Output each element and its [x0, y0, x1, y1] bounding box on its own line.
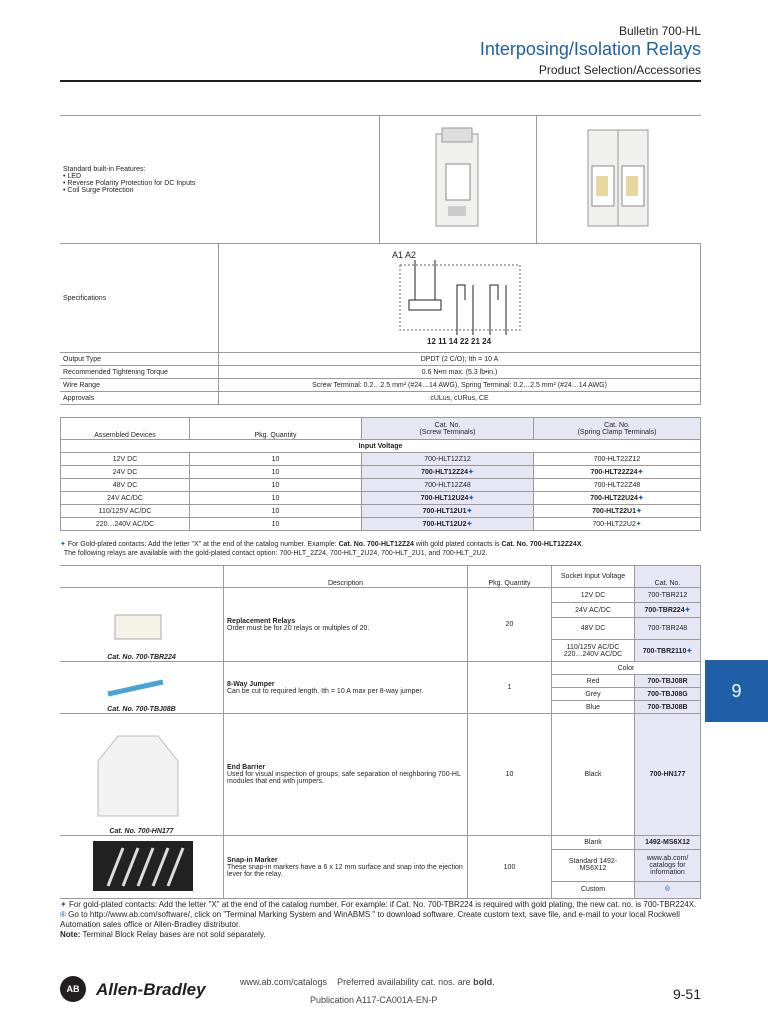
- socket-voltage: 24V AC/DC: [552, 603, 635, 618]
- col-acc-cat: Cat. No.: [635, 566, 701, 588]
- ordering-row: [61, 479, 701, 492]
- spec-label: Recommended Tightening Torque: [60, 366, 219, 379]
- pkg-quantity: 10: [190, 466, 362, 479]
- bulletin-label: Bulletin 700-HL: [618, 24, 701, 38]
- pkg-quantity: 10: [190, 518, 362, 531]
- marker-type: Custom: [552, 881, 635, 898]
- input-voltage-subheader: Input Voltage: [61, 440, 701, 453]
- input-voltage: 12V DC: [61, 453, 190, 466]
- ordering-row: [61, 466, 701, 479]
- gold-plating-note: ✦ For gold-plated contacts: Add the letter "X" at the end of the catalog number. For example: if Cat. No. 700-TBR224 is required with gold plating, the new cat. no. is 700-TBR224X.: [60, 900, 697, 909]
- col-pkg-quantity: Pkg. Quantity: [190, 418, 362, 440]
- relay-pkg: 20: [468, 588, 552, 662]
- spec-value: Screw Terminal: 0.2…2.5 mm² (#24…14 AWG), Spring Terminal: 0.2…2.5 mm² (#24…14 AWG): [219, 379, 701, 392]
- software-note: ® Go to http://www.ab.com/software/, click on "Terminal Marking System and WinABMS " to download software. Create custom text, save file, and e-mail to your local Rockwell Automation sales office or Allen-Bradley distributor.: [60, 910, 680, 929]
- cat-no-spring: 700-HLT22Z48: [534, 479, 701, 492]
- header-rule: [60, 80, 701, 82]
- barrier-color: Black: [552, 714, 635, 836]
- ordering-row: [61, 518, 701, 531]
- relay-cat-no: 700-TBR212: [635, 588, 701, 603]
- col-acc-pkg: Pkg. Quantity: [468, 566, 552, 588]
- relay-cat-no: 700-TBR248: [635, 618, 701, 640]
- cat-no-spring: 700-HLT22U1✦: [534, 505, 701, 518]
- gold-contacts-list: The following relays are available with the gold-plated contact option: 700-HLT_2Z24, 700-HLT_2U24, 700-HLT_2U1, and 700-HLT_2U2.: [63, 550, 488, 557]
- bases-note: Note: Terminal Block Relay bases are not sold separately.: [60, 930, 266, 939]
- page-title: Interposing/Isolation Relays: [479, 39, 701, 59]
- cat-no-screw: 700-HLT12Z12: [362, 453, 534, 466]
- specifications-table: [60, 243, 701, 405]
- allen-bradley-logo-icon: AB: [60, 976, 86, 1002]
- jumper-pkg: 1: [468, 662, 552, 714]
- cat-no-spring: 700-HLT22U2✦: [534, 518, 701, 531]
- ordering-table: [60, 417, 701, 531]
- marker-cat-no: 1492-MS6X12: [635, 836, 701, 850]
- marker-type: Standard 1492- MS6X12: [552, 849, 635, 881]
- features-heading: Standard built-in Features:: [63, 165, 146, 173]
- jumper-color: Blue: [552, 701, 635, 714]
- wiring-diagram-cell: [219, 244, 701, 353]
- spec-label: Approvals: [60, 392, 219, 405]
- marker-pkg: 100: [468, 836, 552, 899]
- pkg-quantity: 10: [190, 492, 362, 505]
- input-voltage: 220…240V AC/DC: [61, 518, 190, 531]
- cat-no-screw: 700-HLT12U2✦: [362, 518, 534, 531]
- page-subtitle: Product Selection/Accessories: [538, 63, 701, 77]
- wiring-diagram: [395, 260, 525, 335]
- jumper-description: 8-Way Jumper Can be cut to required length. Ith = 10 A max per 8-way jumper.: [224, 662, 468, 714]
- col-cat-screw: Cat. No. (Screw Terminals): [362, 418, 534, 440]
- jumper-image-cell: [60, 662, 224, 714]
- relay-caption: Cat. No. 700-TBR224: [107, 654, 176, 661]
- specs-label: Specifications: [60, 244, 219, 353]
- feature-item: • Reverse Polarity Protection for DC Inputs: [63, 179, 196, 187]
- cat-no-spring: 700-HLT22U24✦: [534, 492, 701, 505]
- cat-no-screw: 700-HLT12Z24✦: [362, 466, 534, 479]
- relay-photo-screw: [380, 116, 537, 244]
- socket-voltage: 12V DC: [552, 588, 635, 603]
- cat-no-spring: 700-HLT22Z24✦: [534, 466, 701, 479]
- ordering-row: [61, 492, 701, 505]
- accessories-table: [60, 565, 701, 899]
- col-assembled-devices: Assembled Devices: [61, 418, 190, 440]
- relay-cat-no: 700-TBR2110✦: [635, 640, 701, 662]
- barrier-cat-no: 700-HN177: [635, 714, 701, 836]
- spec-value: cULus, cURus, CE: [219, 392, 701, 405]
- socket-voltage: 48V DC: [552, 618, 635, 640]
- input-voltage: 48V DC: [61, 479, 190, 492]
- replacement-relay-image: [63, 607, 213, 652]
- pkg-quantity: 10: [190, 479, 362, 492]
- features-table: [60, 115, 701, 244]
- socket-voltage: 110/125V AC/DC 220…240V AC/DC: [552, 640, 635, 662]
- snap-in-marker-image: [63, 836, 213, 896]
- marker-type: Blank: [552, 836, 635, 850]
- footer-url: www.ab.com/catalogs Preferred availability cat. nos. are bold.: [240, 977, 495, 987]
- jumper-cat-no: 700-TBJ08G: [635, 688, 701, 701]
- terminal-bottom-labels: 12 11 14 22 21 24: [427, 337, 492, 346]
- col-cat-spring: Cat. No. (Spring Clamp Terminals): [534, 418, 701, 440]
- features-cell: [60, 116, 380, 244]
- relay-photo-spring: [537, 116, 702, 244]
- jumper-color: Red: [552, 675, 635, 688]
- barrier-description: End Barrier Used for visual inspection of groups, safe separation of neighboring 700-HL modules that end with jumpers.: [224, 714, 468, 836]
- jumper-caption: Cat. No. 700-TBJ08B: [107, 706, 176, 713]
- jumper-cat-no: 700-TBJ08R: [635, 675, 701, 688]
- barrier-caption: Cat. No. 700-HN177: [109, 828, 174, 835]
- ordering-row: [61, 505, 701, 518]
- marker-image-cell: [60, 836, 224, 899]
- terminal-top-labels: A1 A2: [392, 250, 417, 260]
- spec-value: DPDT (2 C/O); Ith = 10 A: [219, 353, 701, 366]
- feature-item: • LED: [63, 172, 82, 180]
- cat-no-screw: 700-HLT12U24✦: [362, 492, 534, 505]
- col-socket-voltage: Socket Input Voltage: [552, 566, 635, 588]
- input-voltage: 24V DC: [61, 466, 190, 479]
- input-voltage: 24V AC/DC: [61, 492, 190, 505]
- relay-description: Replacement Relays Order must be for 20 relays or multiples of 20.: [224, 588, 468, 662]
- star-icon: ✦: [60, 541, 66, 548]
- barrier-pkg: 10: [468, 714, 552, 836]
- col-description: Description: [224, 566, 468, 588]
- cat-no-screw: 700-HLT12Z48: [362, 479, 534, 492]
- section-tab: 9: [705, 660, 768, 722]
- spec-label: Wire Range: [60, 379, 219, 392]
- input-voltage: 110/125V AC/DC: [61, 505, 190, 518]
- pkg-quantity: 10: [190, 453, 362, 466]
- relay-cat-no: 700-TBR224✦: [635, 603, 701, 618]
- marker-cat-no: www.ab.com/ catalogs for information: [635, 849, 701, 881]
- ordering-row: [61, 453, 701, 466]
- accessory-notes: [60, 900, 700, 940]
- footer-publication: Publication A117-CA001A-EN-P: [310, 995, 438, 1005]
- spec-value: 0.6 N•m max. (5.3 lb•in.): [219, 366, 701, 379]
- feature-item: • Coil Surge Protection: [63, 186, 134, 194]
- marker-cat-no: ®: [635, 881, 701, 898]
- gold-contacts-note: ✦ For Gold-plated contacts: Add the letter "X" at the end of the catalog number. Example: Cat. No. 700-HLT12Z24 with gold plated contacts is Cat. No. 700-HLT12Z24X. The following relays are available with the gold-plated contact option: 700-HLT_2Z24, 700-HLT_2U24, 700-HLT_2U1, and 700-HLT_2U2.: [60, 541, 584, 557]
- marker-description: Snap-in Marker These snap-in markers have a 6 x 12 mm surface and snap into the ejection lever for the relay.: [224, 836, 468, 899]
- end-barrier-image: [63, 721, 213, 826]
- relay-spring-image: [584, 124, 654, 234]
- spec-label: Output Type: [60, 353, 219, 366]
- brand-name: Allen-Bradley: [96, 980, 206, 999]
- ordering-rows: [61, 453, 701, 531]
- barrier-image-cell: [60, 714, 224, 836]
- page-number: 9-51: [672, 986, 701, 1002]
- relay-screw-image: [428, 124, 488, 234]
- cat-no-screw: 700-HLT12U1✦: [362, 505, 534, 518]
- cat-no-spring: 700-HLT22Z12: [534, 453, 701, 466]
- jumper-color: Grey: [552, 688, 635, 701]
- jumper-image: [63, 674, 213, 704]
- jumper-cat-no: 700-TBJ08B: [635, 701, 701, 714]
- color-subheader: Color: [552, 662, 701, 675]
- relay-image-cell: [60, 588, 224, 662]
- pkg-quantity: 10: [190, 505, 362, 518]
